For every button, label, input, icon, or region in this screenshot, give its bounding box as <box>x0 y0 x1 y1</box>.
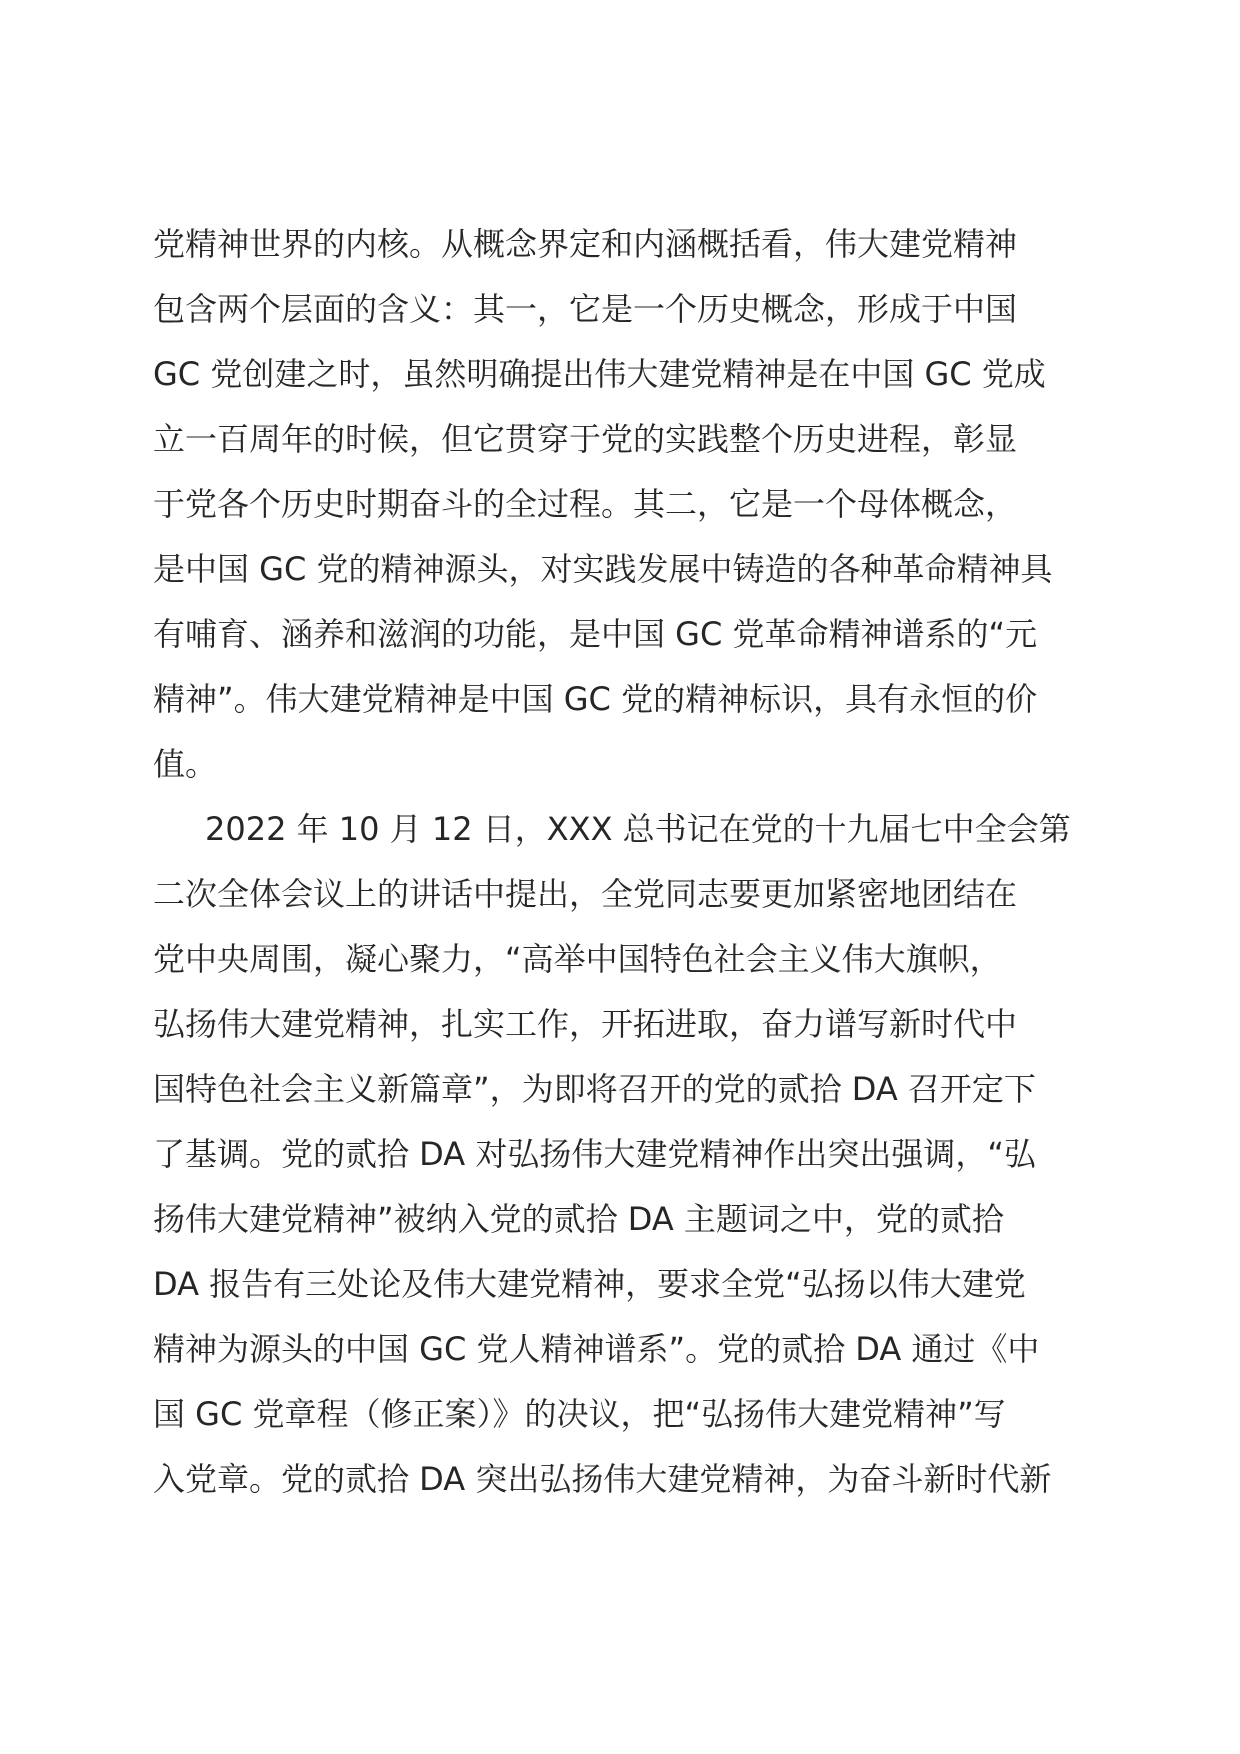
text-line: 包含两个层面的含义：其一，它是一个历史概念，形成于中国 <box>153 290 1018 328</box>
text-line: 弘扬伟大建党精神，扎实工作，开拓进取，奋力谱写新时代中 <box>153 1005 1018 1043</box>
text-line: 党中央周围，凝心聚力，“高举中国特色社会主义伟大旗帜， <box>153 940 1002 978</box>
text-line: DA 报告有三处论及伟大建党精神，要求全党“弘扬以伟大建党 <box>153 1265 1026 1303</box>
text-line: 入党章。党的贰拾 DA 突出弘扬伟大建党精神，为奋斗新时代新 <box>153 1460 1052 1498</box>
text-line: 是中国 GC 党的精神源头，对实践发展中铸造的各种革命精神具 <box>153 550 1053 588</box>
text-line: GC 党创建之时，虽然明确提出伟大建党精神是在中国 GC 党成 <box>153 355 1046 393</box>
text-line: 国 GC 党章程（修正案）》的决议，把“弘扬伟大建党精神”写 <box>153 1395 1006 1433</box>
text-line: 于党各个历史时期奋斗的全过程。其二，它是一个母体概念， <box>153 485 1018 523</box>
paragraph-2 <box>153 797 1093 1512</box>
text-line: 立一百周年的时候，但它贯穿于党的实践整个历史进程，彰显 <box>153 420 1018 458</box>
text-line-first-indented: 2022 年 10 月 12 日，XXX 总书记在党的十九届七中全会第 <box>205 810 1071 848</box>
document-body <box>153 212 1093 1512</box>
paragraph-1 <box>153 212 1093 797</box>
text-line: 有哺育、涵养和滋润的功能，是中国 GC 党革命精神谱系的“元 <box>153 615 1038 653</box>
text-line: 了基调。党的贰拾 DA 对弘扬伟大建党精神作出突出强调，“弘 <box>153 1135 1036 1173</box>
text-line: 扬伟大建党精神”被纳入党的贰拾 DA 主题词之中，党的贰拾 <box>153 1200 1004 1238</box>
text-line: 国特色社会主义新篇章”，为即将召开的党的贰拾 DA 召开定下 <box>153 1070 1036 1108</box>
text-line: 值。 <box>153 745 218 783</box>
text-line: 二次全体会议上的讲话中提出，全党同志要更加紧密地团结在 <box>153 875 1018 913</box>
text-line: 精神”。伟大建党精神是中国 GC 党的精神标识，具有永恒的价 <box>153 680 1038 718</box>
text-line: 精神为源头的中国 GC 党人精神谱系”。党的贰拾 DA 通过《中 <box>153 1330 1040 1368</box>
text-line: 党精神世界的内核。从概念界定和内涵概括看，伟大建党精神 <box>153 225 1018 263</box>
